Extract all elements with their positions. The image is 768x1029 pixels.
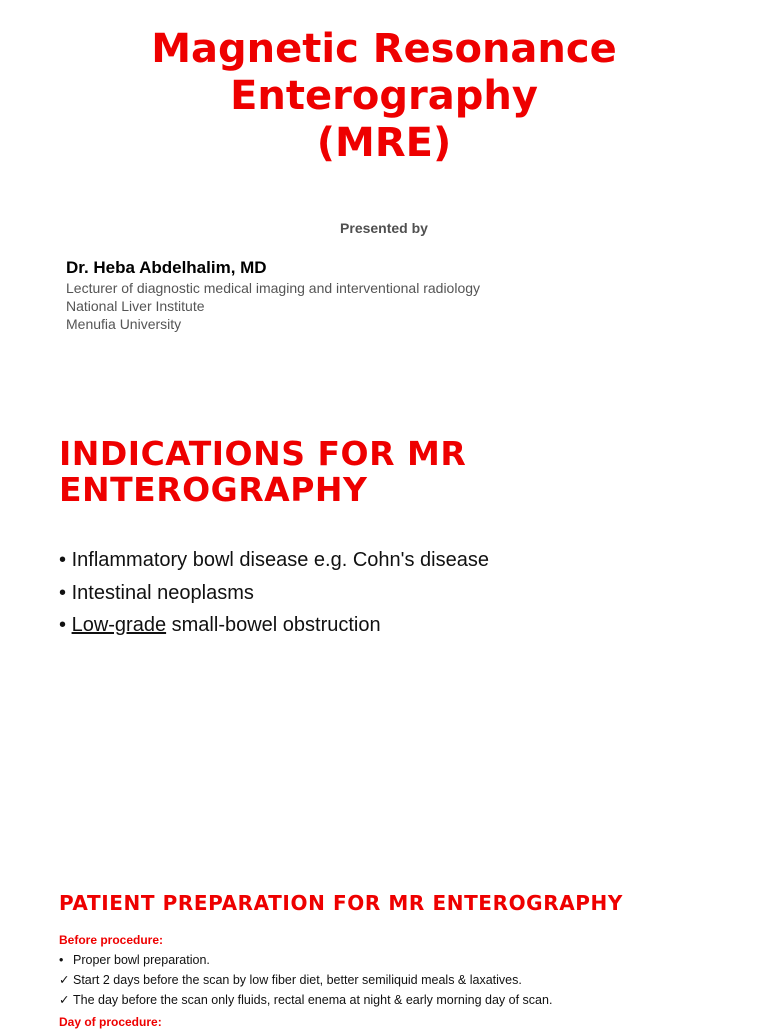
affiliation-line: Lecturer of diagnostic medical imaging and interventional radiology [66, 280, 481, 296]
title-line: Magnetic Resonance [151, 26, 617, 72]
preparation-title: PATIENT PREPARATION FOR MR ENTEROGRAPHY [59, 891, 623, 915]
bullet-marker: • [59, 953, 64, 967]
list-item [59, 544, 489, 577]
list-item-text: Inflammatory bowl disease e.g. Cohn's disease [71, 549, 489, 571]
underlined-term: Low-grade [71, 614, 167, 636]
indications-list [59, 544, 489, 642]
bullet-marker: • [59, 549, 67, 571]
affiliation-line: National Liver Institute [66, 298, 205, 314]
indications-title [59, 436, 466, 508]
list-item-text: Proper bowl preparation. [73, 953, 210, 967]
preparation-slide [0, 850, 768, 1029]
checkmark-icon: ✓ [59, 993, 70, 1007]
bullet-marker: • [59, 581, 67, 604]
list-item [59, 609, 489, 642]
before-procedure-heading: Before procedure: [59, 933, 164, 947]
list-item [59, 577, 489, 610]
list-item-text: The day before the scan only fluids, rectal enema at night & early morning day of scan. [73, 993, 553, 1007]
list-item-text: Start 2 days before the scan by low fiber diet, better semiliquid meals & laxatives. [73, 973, 522, 987]
list-item-text: Intestinal neoplasms [71, 581, 254, 604]
affiliation-line: Menufia University [66, 316, 182, 332]
presentation-title [0, 26, 768, 167]
checkmark-icon: ✓ [59, 973, 70, 987]
title-line: Enterography [230, 73, 538, 119]
title-slide [0, 0, 768, 380]
title-line: (MRE) [316, 120, 452, 166]
title-line: INDICATIONS FOR MR [59, 434, 467, 473]
indications-slide [0, 384, 768, 844]
list-item [59, 990, 552, 1010]
day-of-procedure-heading: Day of procedure: [59, 1015, 162, 1029]
list-item [59, 970, 552, 990]
preparation-list [59, 950, 552, 1010]
list-item-text: small-bowel obstruction [166, 614, 381, 636]
presenter-affiliation [66, 279, 480, 333]
presenter-name: Dr. Heba Abdelhalim, MD [66, 258, 267, 277]
presented-by-label: Presented by [340, 220, 428, 236]
bullet-marker: • [59, 614, 67, 636]
title-line: ENTEROGRAPHY [59, 470, 368, 509]
list-item [59, 950, 552, 970]
